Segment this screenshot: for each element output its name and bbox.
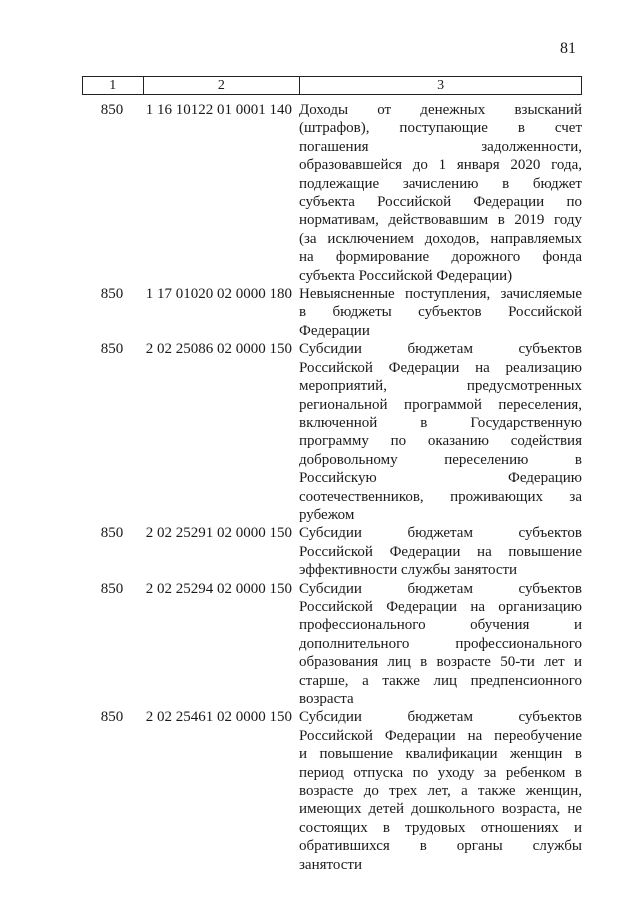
revenue-name-line: региональной программой переселения,: [299, 396, 582, 413]
table-row: [82, 285, 582, 340]
table-row: [82, 708, 582, 874]
kbk-code-cell: 2 02 25086 02 0000 150: [145, 341, 292, 358]
revenue-name-line: Субсидии бюджетам субъектов: [299, 709, 582, 726]
revenue-name-cell: [299, 580, 582, 709]
revenue-name-line: возрасте до трех лет, а также женщин,: [299, 783, 582, 800]
table-row: [82, 340, 582, 524]
revenue-name-line: субъекта Российской Федерации по: [299, 194, 582, 211]
kbk-code-cell: 2 02 25294 02 0000 150: [145, 580, 292, 597]
kbk-code-cell: 2 02 25461 02 0000 150: [145, 709, 292, 726]
revenue-name-line: старше, а также лиц предпенсионного: [299, 672, 582, 689]
revenue-name-line: Российскую Федерацию: [299, 470, 582, 487]
admin-code-cell: 850: [100, 709, 124, 726]
revenue-name-line: (штрафов), поступающие в счет: [299, 120, 582, 137]
revenue-name-line: (за исключением доходов, направляемых: [299, 230, 582, 247]
admin-code-cell: 850: [100, 341, 124, 358]
revenue-name-line: рубежом: [299, 506, 355, 523]
column-header-2: 2: [143, 77, 300, 95]
admin-code-cell: 850: [100, 525, 124, 542]
revenue-name-line: включенной в Государственную: [299, 414, 582, 431]
revenue-name-line: Федерации: [299, 322, 370, 339]
revenue-name-cell: [299, 285, 582, 340]
revenue-name-line: мероприятий, предусмотренных: [299, 378, 582, 395]
revenue-name-line: в бюджеты субъектов Российской: [299, 304, 582, 321]
revenue-name-line: профессионального обучения и: [299, 617, 582, 634]
revenue-name-line: Невыясненные поступления, зачисляемые: [299, 286, 582, 303]
revenue-name-line: Российской Федерации на переобучение: [299, 727, 582, 744]
revenue-name-cell: [299, 524, 582, 579]
admin-code-cell: 850: [100, 286, 124, 303]
revenue-name-line: нормативам, действовавшим в 2019 году: [299, 212, 582, 229]
table-row: [82, 524, 582, 579]
revenue-name-line: соотечественников, проживающих за: [299, 488, 582, 505]
revenue-name-line: период отпуска по уходу за ребенком в: [299, 764, 582, 781]
column-header-table: [82, 76, 582, 95]
admin-code-cell: 850: [100, 580, 124, 597]
revenue-name-line: субъекта Российской Федерации): [299, 267, 513, 284]
revenue-name-line: имеющих детей дошкольного возраста, не: [299, 801, 582, 818]
revenue-name-line: возраста: [299, 691, 354, 707]
revenue-name-line: Субсидии бюджетам субъектов: [299, 525, 582, 542]
kbk-code-cell: 2 02 25291 02 0000 150: [145, 525, 292, 542]
table-row: [82, 580, 582, 709]
revenue-name-line: добровольному переселению в: [299, 451, 582, 468]
table-row: [82, 101, 582, 285]
revenue-name-line: образовавшейся до 1 января 2020 года,: [299, 157, 582, 174]
kbk-code-cell: 1 16 10122 01 0001 140: [145, 102, 292, 118]
revenue-name-cell: [299, 101, 582, 285]
revenue-name-cell: [299, 708, 582, 874]
revenue-name-line: подлежащие зачислению в бюджет: [299, 175, 582, 192]
revenue-name-line: Субсидии бюджетам субъектов: [299, 341, 582, 358]
revenue-name-line: образования лиц в возрасте 50-ти лет и: [299, 654, 582, 671]
revenue-name-line: обратившихся в органы службы: [299, 838, 582, 855]
revenue-name-line: Субсидии бюджетам субъектов: [299, 580, 582, 597]
page-number: 81: [560, 40, 576, 57]
revenue-name-line: погашения задолженности,: [299, 138, 582, 155]
admin-code-cell: 850: [100, 102, 124, 118]
revenue-name-line: состоящих в трудовых отношениях и: [299, 819, 582, 836]
revenue-name-line: программу по оказанию содействия: [299, 433, 582, 450]
revenue-name-line: занятости: [299, 856, 362, 873]
revenue-name-line: Российской Федерации на реализацию: [299, 359, 582, 376]
revenue-name-line: дополнительного профессионального: [299, 635, 582, 652]
revenue-name-line: Российской Федерации на организацию: [299, 598, 582, 615]
revenue-name-line: эффективности службы занятости: [299, 562, 518, 579]
column-header-3: 3: [300, 77, 582, 95]
revenue-name-line: Доходы от денежных взысканий: [299, 102, 582, 118]
column-header-row: [83, 77, 582, 95]
column-header-1: 1: [83, 77, 144, 95]
table-body: [82, 101, 582, 874]
revenue-name-cell: [299, 340, 582, 524]
revenue-name-line: на формирование дорожного фонда: [299, 249, 582, 266]
revenue-name-line: Российской Федерации на повышение: [299, 543, 582, 560]
kbk-code-cell: 1 17 01020 02 0000 180: [145, 286, 292, 303]
revenue-name-line: и повышение квалификации женщин в: [299, 746, 582, 763]
